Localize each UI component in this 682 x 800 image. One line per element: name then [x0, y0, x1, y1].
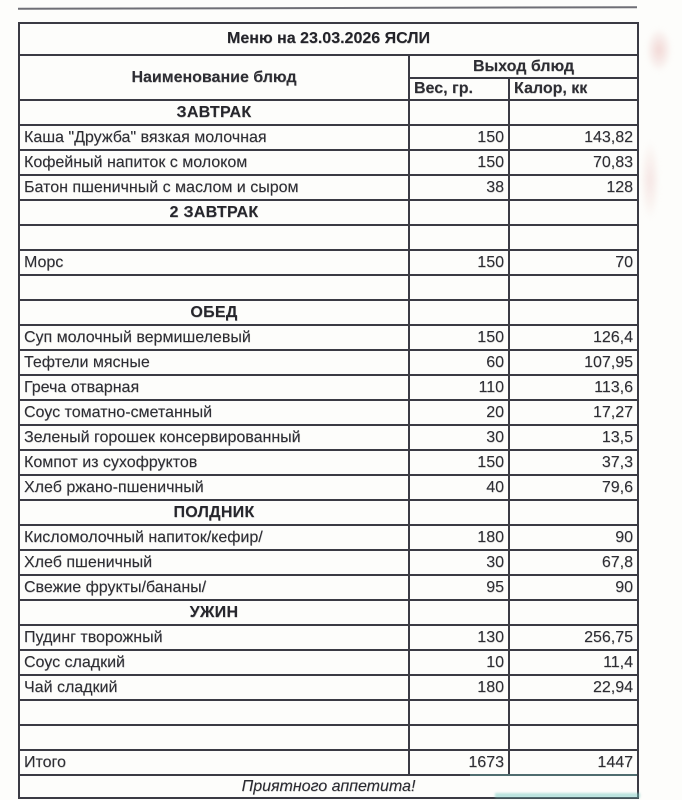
- col-header-output-group: Выход блюд: [409, 55, 638, 78]
- scan-smudge-teal: [470, 774, 637, 776]
- weight-cell: 180: [409, 675, 509, 700]
- dish-row: [19, 475, 638, 500]
- empty-row: [19, 700, 638, 725]
- empty-cell: [19, 275, 409, 300]
- weight-cell: 60: [409, 350, 509, 375]
- dish-row: [19, 250, 638, 275]
- empty-cell: [509, 225, 638, 250]
- weight-cell: 180: [409, 525, 509, 550]
- total-row: [19, 750, 638, 775]
- weight-cell: 150: [409, 250, 509, 275]
- scan-line-artifact: [18, 6, 637, 10]
- section-header-snack: ПОЛДНИК: [19, 500, 409, 525]
- scan-smudge-pink: [646, 28, 672, 72]
- calories-cell: 90: [509, 575, 638, 600]
- dish-row: [19, 650, 638, 675]
- menu-title: Меню на 23.03.2026 ЯСЛИ: [19, 23, 638, 55]
- dish-row: [19, 125, 638, 150]
- dish-row: [19, 325, 638, 350]
- weight-cell: 150: [409, 450, 509, 475]
- empty-row: [19, 275, 638, 300]
- calories-cell: 126,4: [509, 325, 638, 350]
- weight-cell: 95: [409, 575, 509, 600]
- section-header-lunch: ОБЕД: [19, 300, 409, 325]
- section-header-breakfast: ЗАВТРАК: [19, 100, 409, 125]
- calories-cell: 128: [509, 175, 638, 200]
- dish-name-cell: Соус томатно-сметанный: [19, 400, 409, 425]
- empty-cell: [509, 600, 638, 625]
- weight-cell: 40: [409, 475, 509, 500]
- calories-cell: 37,3: [509, 450, 638, 475]
- dish-name-cell: Свежие фрукты/бананы/: [19, 575, 409, 600]
- dish-row: [19, 625, 638, 650]
- dish-name-cell: Греча отварная: [19, 375, 409, 400]
- empty-cell: [509, 700, 638, 725]
- empty-cell: [509, 300, 638, 325]
- dish-row: [19, 550, 638, 575]
- empty-cell: [409, 700, 509, 725]
- weight-cell: 30: [409, 425, 509, 450]
- empty-cell: [409, 200, 509, 225]
- calories-cell: 70,83: [509, 150, 638, 175]
- empty-cell: [409, 225, 509, 250]
- dish-name-cell: Кофейный напиток с молоком: [19, 150, 409, 175]
- empty-row: [19, 725, 638, 750]
- dish-row: [19, 675, 638, 700]
- weight-cell: 38: [409, 175, 509, 200]
- section-header-dinner: УЖИН: [19, 600, 409, 625]
- calories-cell: 107,95: [509, 350, 638, 375]
- dish-row: [19, 525, 638, 550]
- empty-cell: [509, 725, 638, 750]
- total-calories-cell: 1447: [509, 750, 638, 775]
- calories-cell: 17,27: [509, 400, 638, 425]
- dish-name-cell: Суп молочный вермишелевый: [19, 325, 409, 350]
- weight-cell: 150: [409, 125, 509, 150]
- section-row: [19, 600, 638, 625]
- empty-cell: [509, 500, 638, 525]
- weight-cell: 10: [409, 650, 509, 675]
- dish-name-cell: Тефтели мясные: [19, 350, 409, 375]
- empty-row: [19, 225, 638, 250]
- section-row: [19, 300, 638, 325]
- empty-cell: [509, 100, 638, 125]
- dish-row: [19, 375, 638, 400]
- empty-cell: [409, 100, 509, 125]
- weight-cell: 30: [409, 550, 509, 575]
- empty-cell: [19, 700, 409, 725]
- empty-cell: [409, 275, 509, 300]
- total-label-cell: Итого: [19, 750, 409, 775]
- empty-cell: [409, 500, 509, 525]
- calories-cell: 67,8: [509, 550, 638, 575]
- dish-name-cell: Чай сладкий: [19, 675, 409, 700]
- calories-cell: 90: [509, 525, 638, 550]
- weight-cell: 20: [409, 400, 509, 425]
- dish-name-cell: Пудинг творожный: [19, 625, 409, 650]
- header-row: [19, 55, 638, 78]
- empty-cell: [509, 275, 638, 300]
- section-row: [19, 500, 638, 525]
- dish-name-cell: Каша "Дружба" вязкая молочная: [19, 125, 409, 150]
- col-header-dish-name: Наименование блюд: [19, 55, 409, 100]
- dish-row: [19, 400, 638, 425]
- dish-name-cell: Морс: [19, 250, 409, 275]
- empty-cell: [19, 725, 409, 750]
- menu-table: [18, 22, 639, 799]
- weight-cell: 130: [409, 625, 509, 650]
- col-header-calories: Калор, кк: [509, 78, 638, 100]
- weight-cell: 110: [409, 375, 509, 400]
- dish-row: [19, 150, 638, 175]
- calories-cell: 13,5: [509, 425, 638, 450]
- dish-row: [19, 450, 638, 475]
- dish-row: [19, 175, 638, 200]
- weight-cell: 150: [409, 150, 509, 175]
- col-header-weight: Вес, гр.: [409, 78, 509, 100]
- calories-cell: 79,6: [509, 475, 638, 500]
- section-row: [19, 200, 638, 225]
- scan-smudge-teal: [495, 793, 640, 798]
- calories-cell: 70: [509, 250, 638, 275]
- dish-row: [19, 350, 638, 375]
- dish-row: [19, 575, 638, 600]
- empty-cell: [409, 300, 509, 325]
- bon-appetit-note: Приятного аппетита!: [19, 775, 638, 798]
- empty-cell: [409, 600, 509, 625]
- calories-cell: 143,82: [509, 125, 638, 150]
- dish-name-cell: Хлеб ржано-пшеничный: [19, 475, 409, 500]
- empty-cell: [19, 225, 409, 250]
- calories-cell: 256,75: [509, 625, 638, 650]
- dish-name-cell: Батон пшеничный с маслом и сыром: [19, 175, 409, 200]
- title-row: [19, 23, 638, 55]
- dish-name-cell: Хлеб пшеничный: [19, 550, 409, 575]
- section-row: [19, 100, 638, 125]
- dish-row: [19, 425, 638, 450]
- empty-cell: [409, 725, 509, 750]
- dish-name-cell: Зеленый горошек консервированный: [19, 425, 409, 450]
- dish-name-cell: Кисломолочный напиток/кефир/: [19, 525, 409, 550]
- total-weight-cell: 1673: [409, 750, 509, 775]
- dish-name-cell: Соус сладкий: [19, 650, 409, 675]
- empty-cell: [509, 200, 638, 225]
- scan-smudge-pink: [640, 140, 660, 220]
- calories-cell: 113,6: [509, 375, 638, 400]
- calories-cell: 22,94: [509, 675, 638, 700]
- dish-name-cell: Компот из сухофруктов: [19, 450, 409, 475]
- section-header-second-breakfast: 2 ЗАВТРАК: [19, 200, 409, 225]
- weight-cell: 150: [409, 325, 509, 350]
- calories-cell: 11,4: [509, 650, 638, 675]
